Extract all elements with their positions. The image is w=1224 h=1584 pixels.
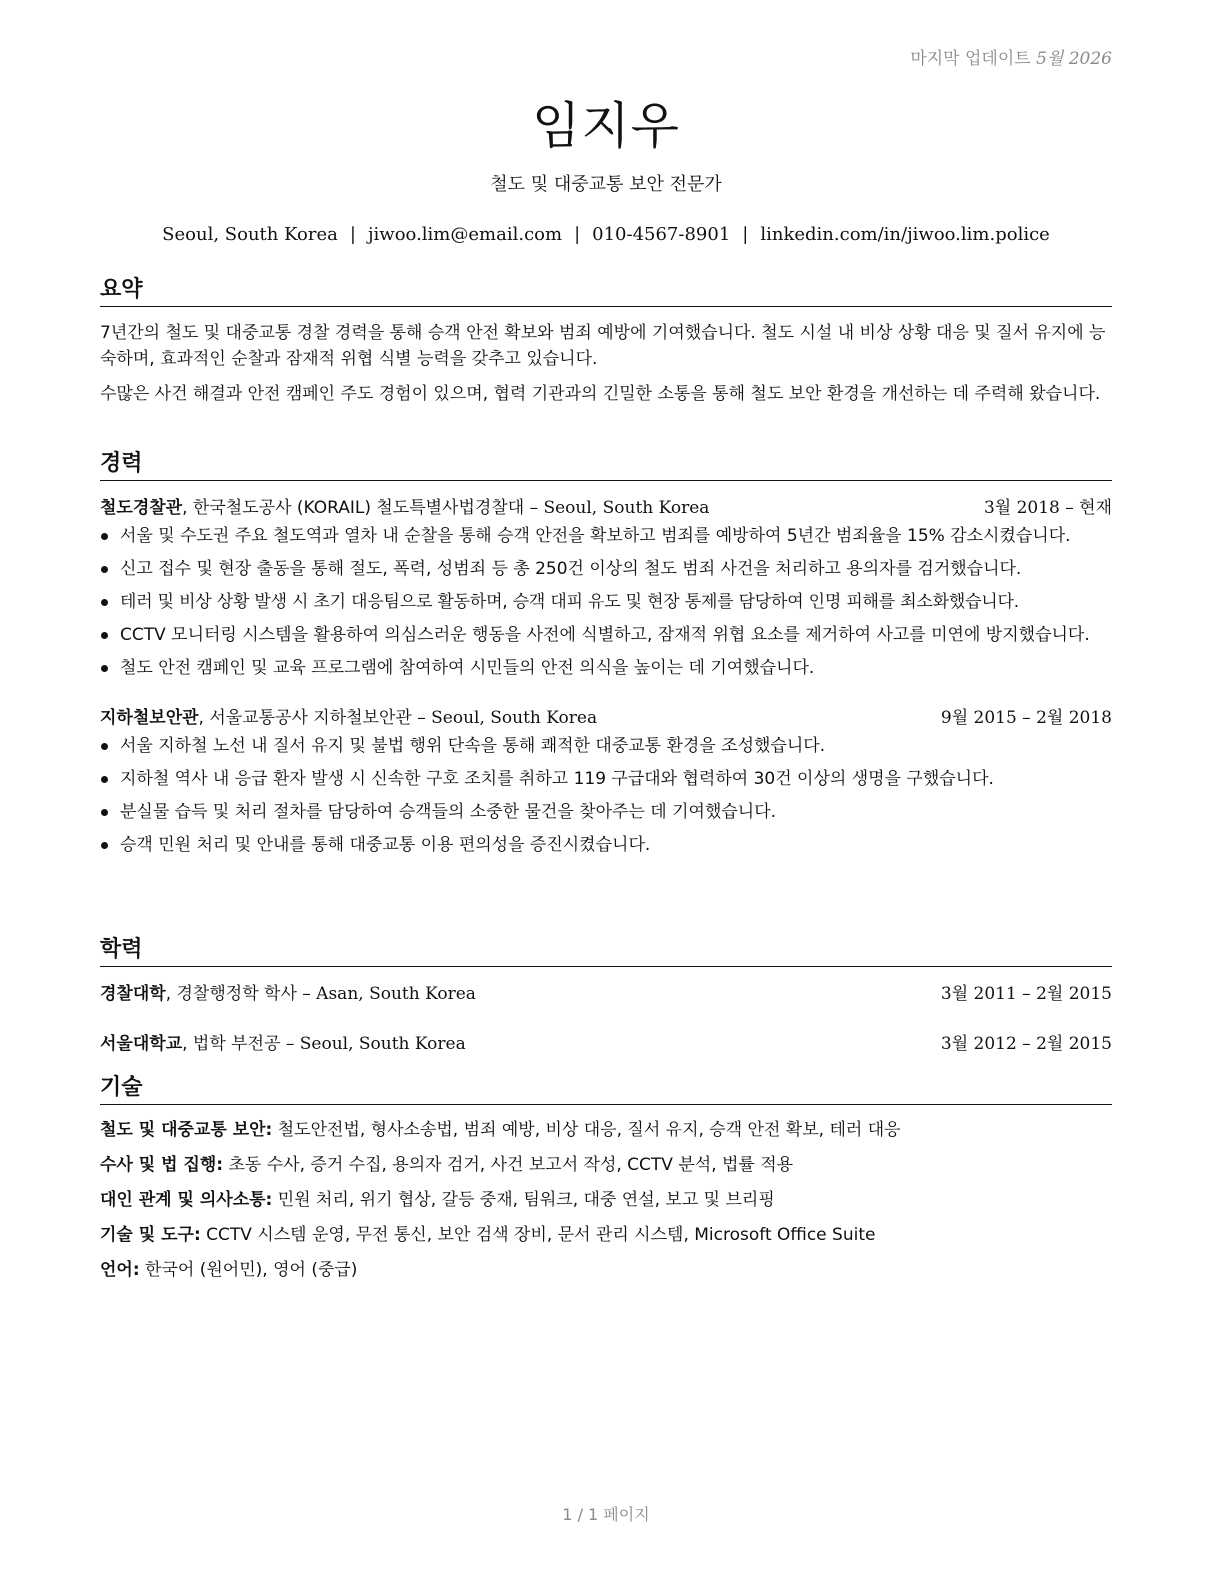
job-bullets [100,733,1112,858]
bullet-icon [101,533,108,540]
education-entry-header [100,1031,1112,1057]
experience-entry-header [100,495,1112,521]
skill-line [100,1117,1112,1143]
list-item [100,556,1112,582]
summary-section [100,276,1112,407]
skill-line [100,1152,1112,1178]
section-heading-skills: 기술 [100,1074,1112,1105]
candidate-title: 철도 및 대중교통 보안 전문가 [490,174,722,195]
skill-line [100,1257,1112,1283]
bullet-icon [101,665,108,672]
skills-list [100,1117,1112,1283]
list-item [100,799,1112,825]
school-name: 서울대학교 [100,1034,183,1054]
skill-category: 언어: [100,1260,140,1280]
contact-line [100,224,1112,245]
education-dates: 3월 2011 – 2월 2015 [940,984,1112,1004]
experience-entry [100,705,1112,858]
skill-category: 대인 관계 및 의사소통: [100,1190,273,1210]
bullet-text: 분실물 습득 및 처리 절차를 담당하여 승객들의 소중한 물건을 찾아주는 데 기여했습니다. [120,802,777,822]
bullet-icon [101,566,108,573]
section-heading-experience: 경력 [100,450,1112,481]
page-number: 1 / 1 페이지 [562,1505,650,1524]
contact-email[interactable]: jiwoo.lim@email.com [367,224,563,245]
job-role: 철도경찰관 [100,498,183,518]
list-item [100,589,1112,615]
job-dates: 9월 2015 – 2월 2018 [940,708,1112,728]
degree: , 법학 부전공 [182,1034,281,1054]
section-heading-education: 학력 [100,936,1112,967]
job-organization: , 서울교통공사 지하철보안관 [198,708,412,728]
school-location: – Seoul, South Korea [280,1034,466,1054]
skill-line [100,1187,1112,1213]
bullet-text: 테러 및 비상 상황 발생 시 초기 대응팀으로 활동하며, 승객 대피 유도 및 현장 통제를 담당하여 인명 피해를 최소화했습니다. [120,592,1019,612]
school-location: – Asan, South Korea [296,984,476,1004]
bullet-text: 지하철 역사 내 응급 환자 발생 시 신속한 구호 조치를 취하고 119 구급대와 협력하여 30건 이상의 생명을 구했습니다. [120,769,994,789]
bullet-icon [101,842,108,849]
section-heading-summary: 요약 [100,276,1112,307]
list-item [100,733,1112,759]
last-updated [910,44,1112,69]
resume-page [100,0,1112,1584]
education-entry [100,1031,1112,1057]
bullet-text: 철도 안전 캠페인 및 교육 프로그램에 참여하여 시민들의 안전 의식을 높이는 데 기여했습니다. [120,658,815,678]
job-role: 지하철보안관 [100,708,199,728]
education-entry-header [100,981,1112,1007]
summary-paragraph: 수많은 사건 해결과 안전 캠페인 주도 경험이 있으며, 협력 기관과의 긴밀한 소통을 통해 철도 보안 환경을 개선하는 데 주력해 왔습니다. [100,384,1101,404]
bullet-text: CCTV 모니터링 시스템을 활용하여 의심스러운 행동을 사전에 식별하고, 잠재적 위협 요소를 제거하여 사고를 미연에 방지했습니다. [120,625,1090,645]
contact-separator: | [574,224,581,245]
experience-entry [100,495,1112,681]
bullet-icon [101,809,108,816]
job-organization: , 한국철도공사 (KORAIL) 철도특별사법경찰대 [182,498,525,518]
contact-separator: | [349,224,356,245]
bullet-icon [101,599,108,606]
school-name: 경찰대학 [100,984,166,1004]
experience-entry-header [100,705,1112,731]
skill-values: CCTV 시스템 운영, 무전 통신, 보안 검색 장비, 문서 관리 시스템, Microsoft Office Suite [200,1225,876,1245]
skill-values: 민원 처리, 위기 협상, 갈등 중재, 팀워크, 대중 연설, 보고 및 브리핑 [272,1190,775,1210]
skill-values: 철도안전법, 형사소송법, 범죄 예방, 비상 대응, 질서 유지, 승객 안전 확보, 테러 대응 [272,1120,901,1140]
skill-category: 철도 및 대중교통 보안: [100,1120,273,1140]
list-item [100,766,1112,792]
skill-values: 초동 수사, 증거 수집, 용의자 검거, 사건 보고서 작성, CCTV 분석, 법률 적용 [223,1155,794,1175]
list-item [100,622,1112,648]
last-updated-year: 2026 [1068,49,1112,69]
contact-linkedin[interactable]: linkedin.com/in/jiwoo.lim.police [760,224,1050,245]
education-entry [100,981,1112,1007]
list-item [100,655,1112,681]
job-bullets [100,523,1112,681]
list-item [100,832,1112,858]
education-dates: 3월 2012 – 2월 2015 [940,1034,1112,1054]
education-section [100,936,1112,1057]
skill-values: 한국어 (원어민), 영어 (중급) [139,1260,358,1280]
last-updated-month: 5월 [1036,49,1064,69]
bullet-text: 신고 접수 및 현장 출동을 통해 절도, 폭력, 성범죄 등 총 250건 이상의 철도 범죄 사건을 처리하고 용의자를 검거했습니다. [120,559,1022,579]
skills-section [100,1074,1112,1292]
bullet-text: 승객 민원 처리 및 안내를 통해 대중교통 이용 편의성을 증진시켰습니다. [120,835,651,855]
skill-category: 기술 및 도구: [100,1225,201,1245]
bullet-text: 서울 지하철 노선 내 질서 유지 및 불법 행위 단속을 통해 쾌적한 대중교통 환경을 조성했습니다. [120,736,826,756]
job-location: – Seoul, South Korea [524,498,710,518]
bullet-icon [101,632,108,639]
contact-separator: | [742,224,749,245]
summary-paragraph: 7년간의 철도 및 대중교통 경찰 경력을 통해 승객 안전 확보와 범죄 예방에 기여했습니다. 철도 시설 내 비상 상황 대응 및 질서 유지에 능숙하며, 효과적인 순찰과 잠재적 위협 식별 능력을 갖추고 있습니다. [100,323,1106,369]
last-updated-prefix: 마지막 업데이트 [910,49,1031,69]
skill-category: 수사 및 법 집행: [100,1155,224,1175]
bullet-icon [101,743,108,750]
job-location: – Seoul, South Korea [411,708,598,728]
experience-section [100,450,1112,865]
contact-location: Seoul, South Korea [162,224,338,245]
bullet-icon [101,776,108,783]
skill-line [100,1222,1112,1248]
degree: , 경찰행정학 학사 [165,984,297,1004]
job-dates: 3월 2018 – 현재 [983,498,1112,518]
bullet-text: 서울 및 수도권 주요 철도역과 열차 내 순찰을 통해 승객 안전을 확보하고 범죄를 예방하여 5년간 범죄율을 15% 감소시켰습니다. [120,526,1071,546]
list-item [100,523,1112,549]
candidate-name: 임지우 [532,97,680,155]
contact-phone: 010-4567-8901 [592,224,731,245]
